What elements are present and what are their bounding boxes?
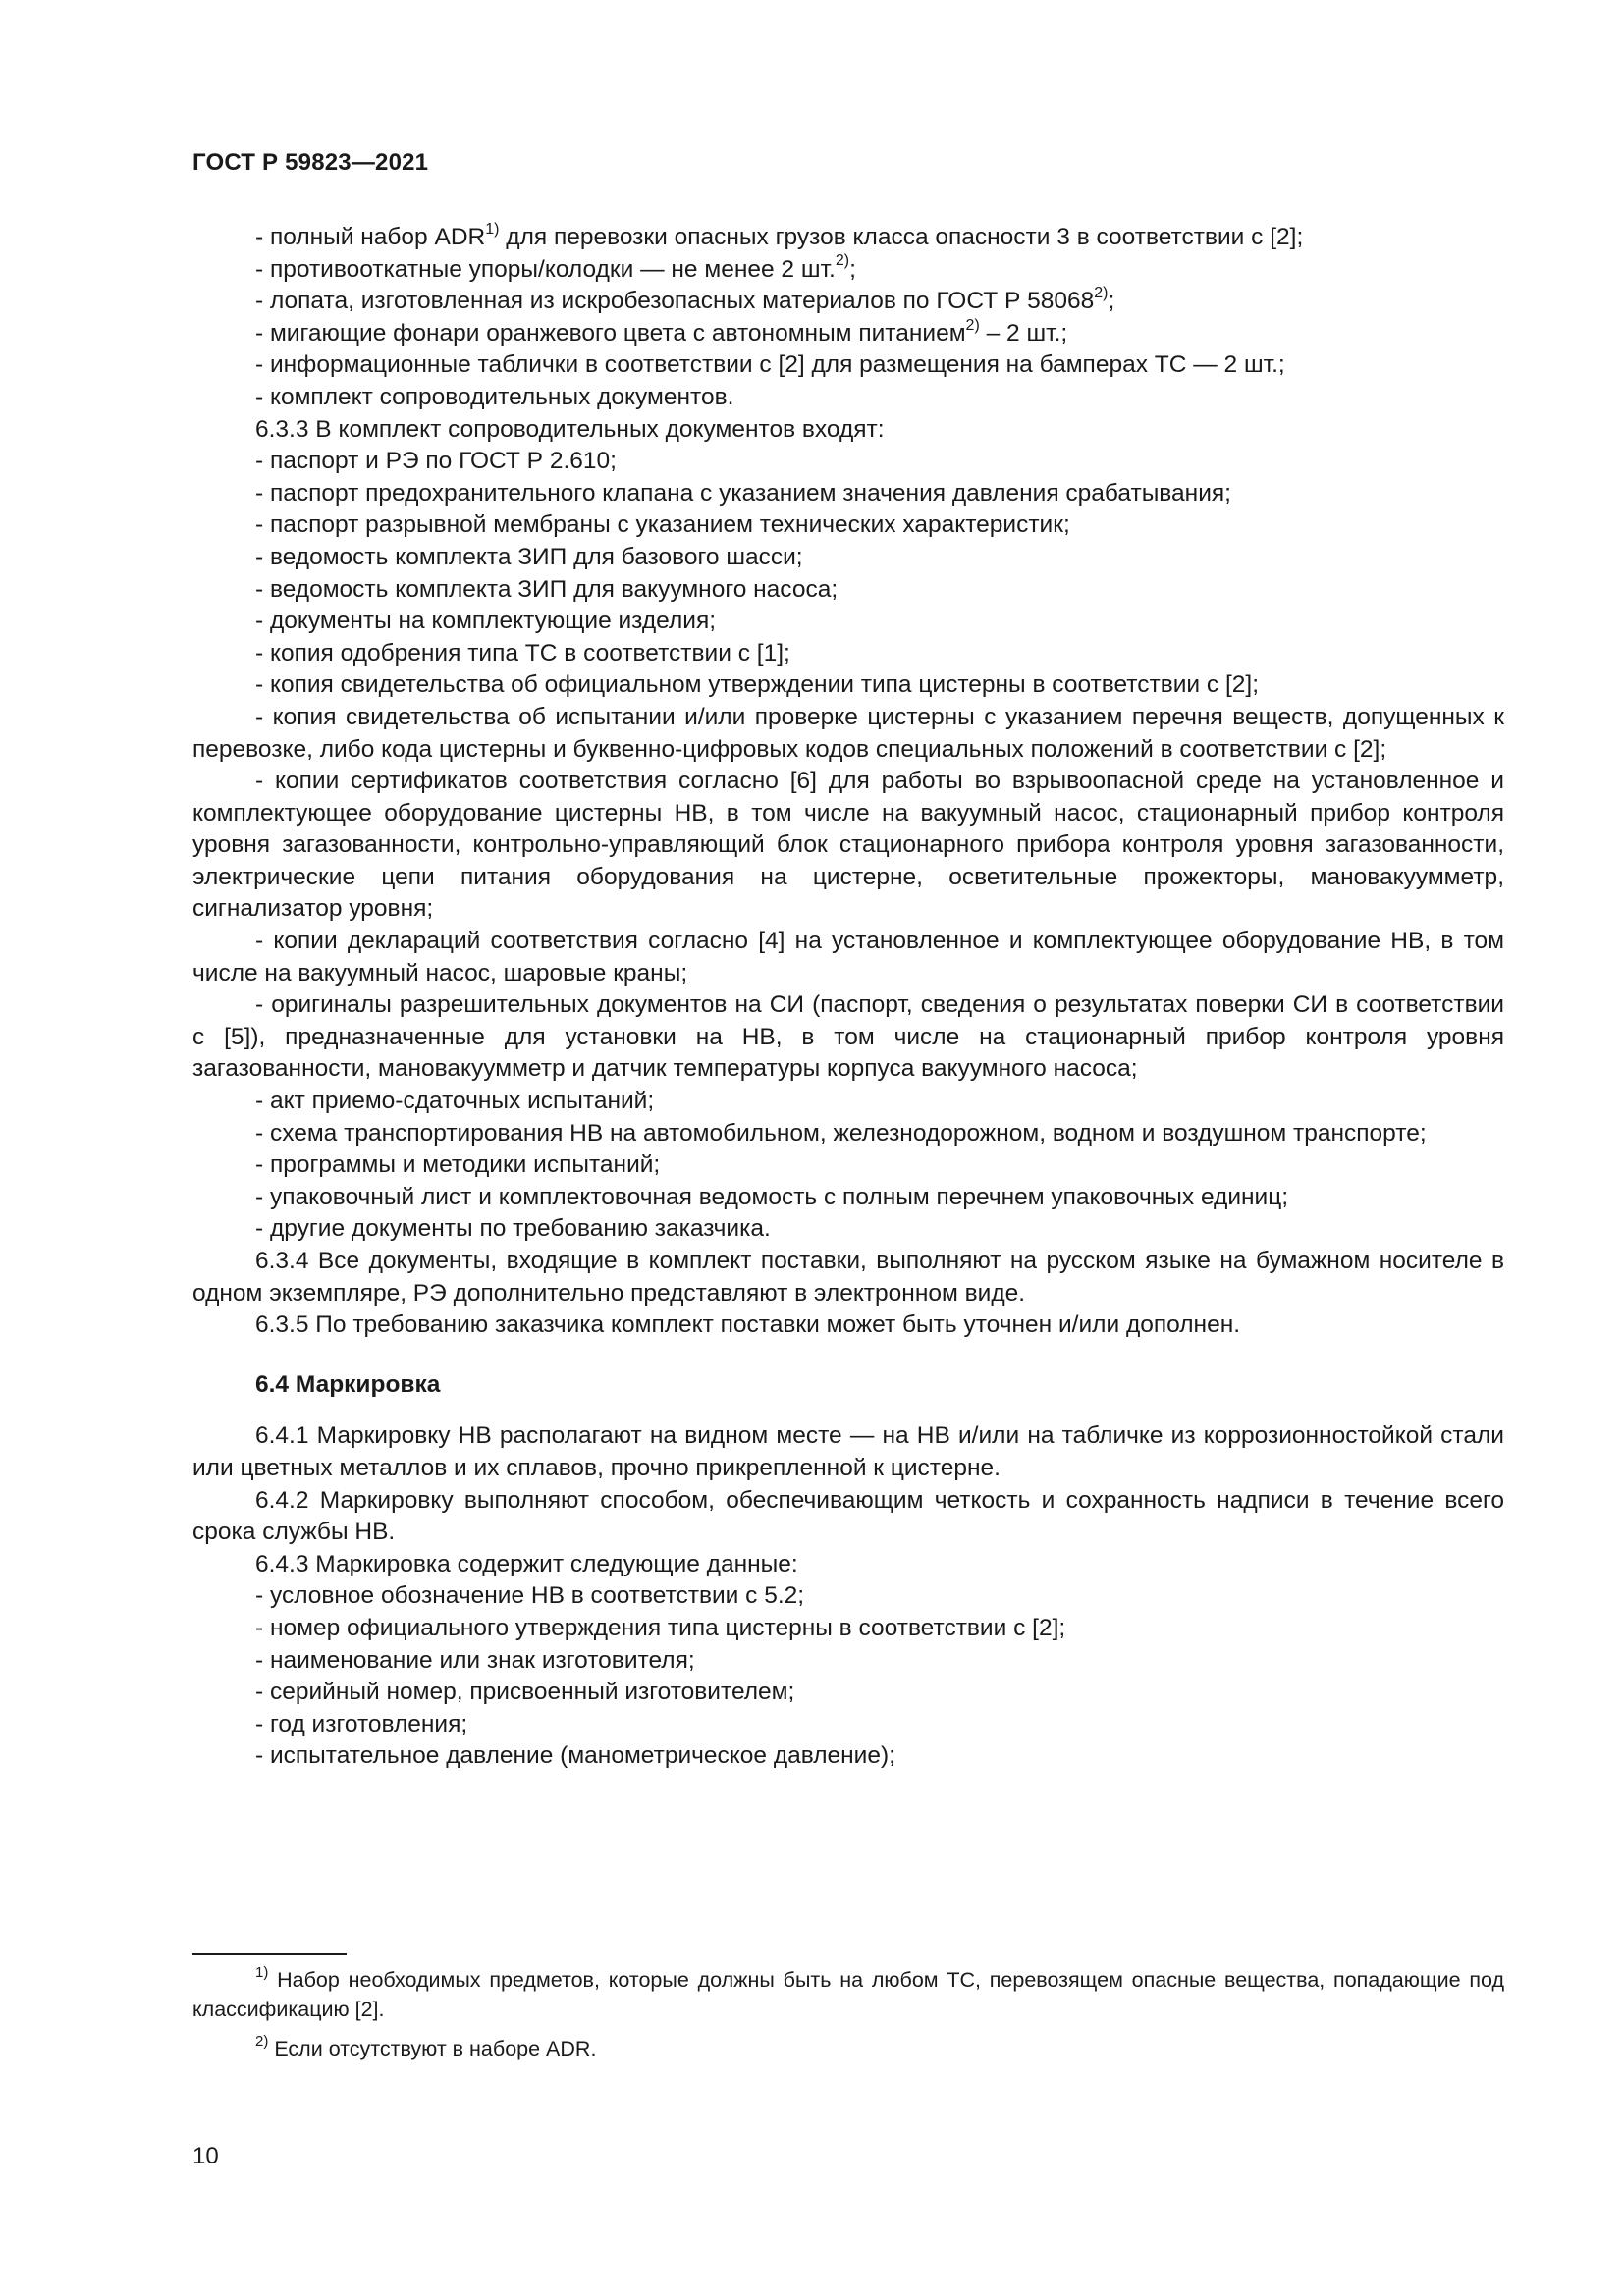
list-item: - упаковочный лист и комплектовочная ведомость с полным перечнем упаковочных единиц; — [255, 1183, 1289, 1210]
clause-6-4-1: 6.4.1 Маркировку НВ располагают на видном месте — на НВ и/или на табличке из коррозионностойкой стали или цветных металлов и их сплавов, прочно прикрепленной к цистерне. — [192, 1422, 1504, 1481]
list-item: - серийный номер, присвоенный изготовителем; — [255, 1679, 795, 1706]
footnote-mark: 2) — [255, 2032, 269, 2050]
list-item: - паспорт предохранительного клапана с указанием значения давления срабатывания; — [255, 479, 1231, 507]
list-item: - акт приемо-сдаточных испытаний; — [255, 1088, 655, 1115]
footnotes — [192, 1965, 1504, 2073]
list-item: - программы и методики испытаний; — [255, 1151, 661, 1179]
footnote-divider — [192, 1953, 347, 1955]
list-item: - другие документы по требованию заказчика. — [255, 1215, 771, 1243]
footnote-mark: 1) — [255, 1963, 269, 1981]
list-item: - ведомость комплекта ЗИП для вакуумного насоса; — [255, 575, 839, 603]
footnote-ref: 2) — [835, 252, 850, 270]
list-item: - комплект сопроводительных документов. — [255, 383, 734, 410]
list-item: - копия свидетельства об испытании и/или проверке цистерны с указанием перечня веществ, допущенных к перевозке, либо кода цистерны и буквенно-цифровых кодов специальных положений в соответствии с [2]; — [192, 703, 1504, 763]
list-item: - наименование или знак изготовителя; — [255, 1646, 695, 1674]
list-item: - противооткатные упоры/колодки — не менее 2 шт.$^{2)}$; — [255, 252, 856, 283]
clause-6-3-4: 6.3.4 Все документы, входящие в комплект поставки, выполняют на русском языке на бумажном носителе в одном экземпляре, РЭ дополнительно представляют в электронном виде. — [192, 1248, 1504, 1307]
list-item: - испытательное давление (манометрическое давление); — [255, 1742, 895, 1770]
list-item: - полный набор ADR$^{1)}$ для перевозки опасных грузов класса опасности 3 в соответствии с [2]; — [255, 220, 1304, 250]
footnote-ref: 2) — [1094, 285, 1109, 302]
list-item: - копия свидетельства об официальном утверждении типа цистерны в соответствии с [2]; — [255, 671, 1260, 699]
list-item: - схема транспортирования НВ на автомобильном, железнодорожном, водном и воздушном транспорте; — [255, 1119, 1427, 1147]
list-item: - условное обозначение НВ в соответствии с 5.2; — [255, 1582, 805, 1610]
list-item: - документы на комплектующие изделия; — [255, 608, 717, 635]
list-item: - мигающие фонари оранжевого цвета с автономным питанием$^{2)}$ – 2 шт.; — [255, 316, 1068, 347]
document-header: ГОСТ Р 59823—2021 — [192, 149, 429, 176]
list-item: - оригиналы разрешительных документов на СИ (паспорт, сведения о результатах поверки СИ в соответствии с [5]), предназначенные для установки на НВ, в том числе на стационарный прибор контроля уровня загазованности, мановакуумметр и датчик температуры корпуса вакуумного насоса; — [192, 991, 1504, 1083]
footnote-2: $^{2)}$ Если отсутствуют в наборе ADR. — [255, 2032, 597, 2060]
clause-6-3-5: 6.3.5 По требованию заказчика комплект поставки может быть уточнен и/или дополнен. — [255, 1311, 1241, 1339]
clause-6-3-3: 6.3.3 В комплект сопроводительных документов входят: — [255, 415, 885, 443]
clause-6-4-3: 6.4.3 Маркировка содержит следующие данные: — [255, 1550, 798, 1577]
list-item: - копии деклараций соответствия согласно [4] на установленное и комплектующее оборудование НВ, в том числе на вакуумный насос, шаровые краны; — [192, 928, 1504, 987]
page-number: 10 — [192, 2143, 219, 2169]
list-item: - паспорт и РЭ по ГОСТ Р 2.610; — [255, 448, 617, 475]
footnote-ref: 2) — [965, 316, 980, 334]
list-item: - копия одобрения типа ТС в соответствии с [1]; — [255, 639, 790, 667]
list-item: - год изготовления; — [255, 1710, 468, 1737]
footnote-ref: 1) — [485, 220, 500, 238]
list-item: - информационные таблички в соответствии с [2] для размещения на бамперах ТС — 2 шт.; — [255, 351, 1285, 379]
footnote-1: $^{1)}$ Набор необходимых предметов, которые должны быть на любом ТС, перевозящем опасные вещества, попадающие под классификацию [2]. — [192, 1963, 1504, 2021]
list-item: - ведомость комплекта ЗИП для базового шасси; — [255, 543, 803, 570]
clause-6-4-2: 6.4.2 Маркировку выполняют способом, обеспечивающим четкость и сохранность надписи в течение всего срока службы НВ. — [192, 1486, 1504, 1546]
section-title: 6.4 Маркировка — [255, 1370, 441, 1398]
list-item: - копии сертификатов соответствия согласно [6] для работы во взрывоопасной среде на установленное и комплектующее оборудование цистерны НВ, в том числе на вакуумный насос, стационарный прибор контроля уровня загазованности, контрольно-управляющий блок стационарного прибора контроля уровня загазованности, электрические цепи питания оборудования на цистерне, осветительные прожекторы, мановакуумметр, сигнализатор уровня; — [192, 768, 1504, 923]
list-item: - паспорт разрывной мембраны с указанием технических характеристик; — [255, 511, 1070, 539]
main-content — [192, 222, 1504, 1773]
list-item: - номер официального утверждения типа цистерны в соответствии с [2]; — [255, 1614, 1066, 1641]
list-item: - лопата, изготовленная из искробезопасных материалов по ГОСТ Р 58068$^{2)}$; — [255, 285, 1115, 315]
